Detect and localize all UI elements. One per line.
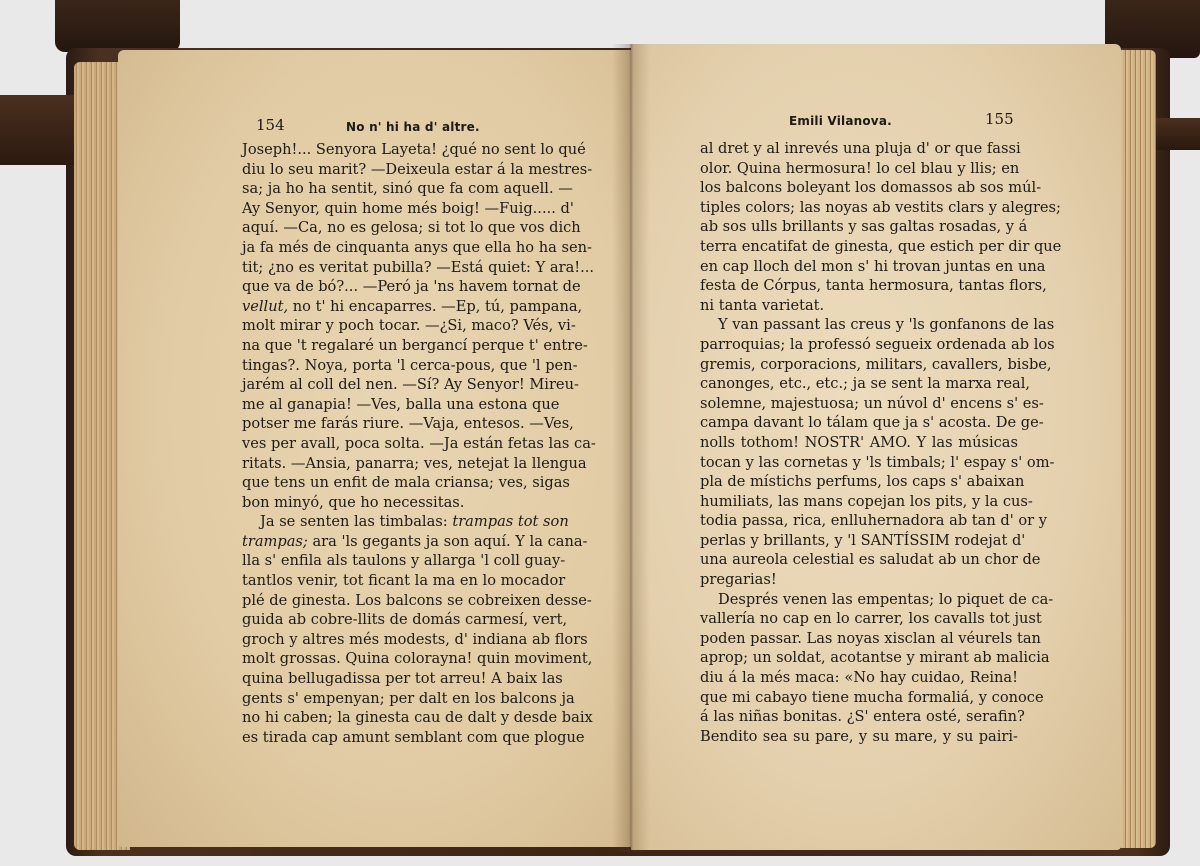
text-line (242, 532, 588, 552)
line-text: molt mirar y poch tocar. —¿Si, maco? Vés, vi- (242, 317, 576, 335)
line-text: ab sos ulls brillants y sas galtas rosadas, y á (700, 218, 1028, 236)
running-head-left: No n' hi ha d' altre. (346, 120, 480, 134)
text-line (700, 609, 1042, 629)
italic-text: vellut, (242, 297, 289, 315)
text-line (242, 493, 552, 513)
text-line (700, 688, 1044, 708)
text-line (700, 335, 1055, 355)
text-line (242, 414, 574, 434)
text-line (700, 531, 1026, 551)
text-line (700, 629, 1041, 649)
line-text: Ay Senyor, quin home més boig! —Fuig..... d' (242, 199, 574, 217)
text-line (242, 375, 579, 395)
line-text: gents s' empenyan; per dalt en los balcons ja (242, 689, 575, 707)
line-text: bon minyó, que ho necessitas. (242, 493, 465, 511)
line-text: que tens un enfit de mala criansa; ves, sigas (242, 474, 570, 492)
text-line (700, 296, 1018, 316)
line-text: una aureola celestial es saludat ab un chor de (700, 551, 1041, 569)
text-line (242, 258, 595, 278)
text-line (700, 727, 1018, 747)
text-line (700, 276, 1047, 296)
text-line (242, 454, 587, 474)
text-line (700, 550, 1041, 570)
line-text: me al ganapia! —Ves, balla una estona que (242, 395, 560, 413)
line-text: tingas?. Noya, porta 'l cerca-pous, que 'l pen- (242, 356, 578, 374)
text-line (242, 473, 570, 493)
page-number-right: 155 (985, 110, 1014, 128)
line-text: poden passar. Las noyas xisclan al véurels tan (700, 629, 1041, 647)
line-text: Bendito sea su pare, y su mare, y su pairi- (700, 727, 1018, 745)
text-line (242, 689, 575, 709)
text-line (242, 297, 583, 317)
line-text: no t' hi encaparres. —Ep, tú, pampana, (288, 297, 583, 315)
text-line (700, 433, 1018, 453)
line-text: humiliats, las mans copejan los pits, y la cus- (700, 492, 1033, 510)
line-text: Y van passant las creus y 'ls gonfanons de las (718, 316, 1055, 334)
line-text: á las niñas bonitas. ¿S' entera osté, serafin? (700, 708, 1025, 726)
text-line (700, 198, 1061, 218)
line-text: potser me farás riure. —Vaja, entesos. —Ves, (242, 415, 574, 433)
text-line (242, 277, 581, 297)
line-text: no hi caben; la ginesta cau de dalt y desde baix (242, 709, 593, 727)
line-text: tantlos venir, tot ficant la ma en lo mocador (242, 572, 566, 590)
line-text: solemne, majestuosa; un núvol d' encens s' es- (700, 394, 1044, 412)
text-line (700, 453, 1055, 473)
text-line (700, 315, 1055, 335)
line-text: groch y altres més modests, d' indiana ab flors (242, 630, 588, 648)
line-text: que mi cabayo tiene mucha formaliá, y conoce (700, 688, 1044, 706)
text-line (242, 434, 596, 454)
line-text: Després venen las empentas; lo piquet de ca- (718, 590, 1054, 608)
line-text: ritats. —Ansia, panarra; ves, netejat la llengua (242, 454, 587, 472)
line-text: jarém al coll del nen. —Sí? Ay Senyor! Mireu- (242, 376, 579, 394)
line-text: parroquias; la professó segueix ordenada ab los (700, 335, 1055, 353)
line-text: lla s' enfila als taulons y allarga 'l coll guay- (242, 552, 566, 570)
line-text: ni tanta varietat. (700, 296, 825, 314)
text-line (242, 179, 573, 199)
text-line (700, 159, 1018, 179)
text-line (242, 669, 563, 689)
text-line (700, 237, 1062, 257)
text-line (700, 374, 1031, 394)
text-line (700, 668, 1018, 688)
line-text: diu lo seu marit? —Deixeula estar á la mestres- (242, 160, 593, 178)
line-text: sa; ja ho ha sentit, sinó que fa com aquell. — (242, 180, 573, 198)
line-text: tiples colors; las noyas ab vestits clars y alegres; (700, 198, 1061, 216)
text-line (242, 649, 593, 669)
line-text: vallería no cap en lo carrer, los cavalls tot just (700, 610, 1042, 628)
line-text: quina bellugadissa per tot arreu! A baix las (242, 670, 563, 688)
text-line (700, 355, 1052, 375)
text-line (700, 648, 1050, 668)
text-line (242, 610, 568, 630)
line-text: ara 'ls gegants ja son aquí. Y la cana- (307, 532, 588, 550)
line-text: ves per avall, poca solta. —Ja están fetas las ca- (242, 434, 596, 452)
line-text: molt grossas. Quina colorayna! quin moviment, (242, 650, 593, 668)
line-text: Joseph!... Senyora Layeta! ¿qué no sent lo qué (242, 141, 586, 158)
line-text: Ja se senten las timbalas: (260, 513, 453, 531)
line-text: todia passa, rica, enlluhernadora ab tan d' or y (700, 512, 1048, 530)
running-head-right: Emili Vilanova. (789, 114, 892, 128)
italic-text: trampas; (242, 532, 308, 550)
line-text: pregarias! (700, 571, 777, 589)
page-number-left: 154 (256, 116, 285, 134)
left-page-text (242, 140, 596, 747)
line-text: na que 't regalaré un bergancí perque t' entre- (242, 336, 588, 354)
text-line (242, 218, 581, 238)
line-text: perlas y brillants, y 'l SANTÍSSIM rodejat d' (700, 531, 1026, 549)
text-line (700, 492, 1033, 512)
text-line (242, 395, 560, 415)
text-line (242, 199, 574, 219)
line-text: al dret y al inrevés una pluja d' or que fassi (700, 140, 1021, 157)
line-text: los balcons boleyant los domassos ab sos múl- (700, 179, 1042, 197)
text-line (242, 140, 586, 160)
text-line (700, 217, 1028, 237)
text-line (700, 413, 1044, 433)
line-text: en cap lloch del mon s' hi trovan juntas en una (700, 257, 1046, 275)
line-text: pla de místichs perfums, los caps s' abaixan (700, 473, 1025, 491)
text-line (700, 257, 1046, 277)
line-text: es tirada cap amunt semblant com que plogue (242, 728, 585, 746)
italic-text: trampas tot son (452, 513, 569, 531)
line-text: tocan y las cornetas y 'ls timbals; l' espay s' om- (700, 453, 1055, 471)
text-line (700, 178, 1042, 198)
text-line (242, 630, 588, 650)
text-line (242, 356, 578, 376)
text-line (242, 591, 592, 611)
line-text: campa davant lo tálam que ja s' acosta. De ge- (700, 414, 1044, 432)
line-text: canonges, etc., etc.; ja se sent la marxa real, (700, 375, 1031, 393)
text-line (700, 590, 1054, 610)
line-text: nolls tothom! NOSTR' AMO. Y las músicas (700, 433, 1018, 451)
line-text: gremis, corporacions, militars, cavallers, bisbe, (700, 355, 1052, 373)
line-text: aquí. —Ca, no es gelosa; si tot lo que vos dich (242, 219, 581, 237)
book-stand-top-left (55, 0, 180, 52)
text-line (242, 316, 576, 336)
line-text: terra encatifat de ginesta, que estich per dir que (700, 237, 1062, 255)
text-line (242, 512, 569, 532)
left-page (118, 50, 631, 847)
right-page-text (700, 139, 1062, 746)
line-text: olor. Quina hermosura! lo cel blau y llis; en (700, 159, 1020, 177)
line-text: festa de Córpus, tanta hermosura, tantas flors, (700, 277, 1047, 295)
line-text: que va de bó?... —Peró ja 'ns havem tornat de (242, 278, 581, 296)
text-line (700, 472, 1025, 492)
line-text: tit; ¿no es veritat pubilla? —Está quiet: Y ara!... (242, 258, 595, 276)
text-line (242, 238, 592, 258)
text-line (700, 707, 1025, 727)
line-text: guida ab cobre-llits de domás carmesí, vert, (242, 611, 568, 629)
text-line (242, 160, 593, 180)
text-line (700, 570, 1018, 590)
text-line (242, 551, 566, 571)
line-text: ja fa més de cinquanta anys que ella ho ha sen- (242, 238, 592, 256)
right-page (631, 44, 1121, 850)
text-line (700, 511, 1048, 531)
line-text: plé de ginesta. Los balcons se cobreixen desse- (242, 591, 592, 609)
text-line (700, 139, 1021, 159)
text-line (242, 571, 566, 591)
text-line (700, 394, 1044, 414)
text-line (242, 336, 588, 356)
text-line (242, 728, 585, 748)
line-text: diu á la més maca: «No hay cuidao, Reina! (700, 669, 1018, 687)
line-text: aprop; un soldat, acotantse y mirant ab malicia (700, 649, 1050, 667)
text-line (242, 708, 593, 728)
